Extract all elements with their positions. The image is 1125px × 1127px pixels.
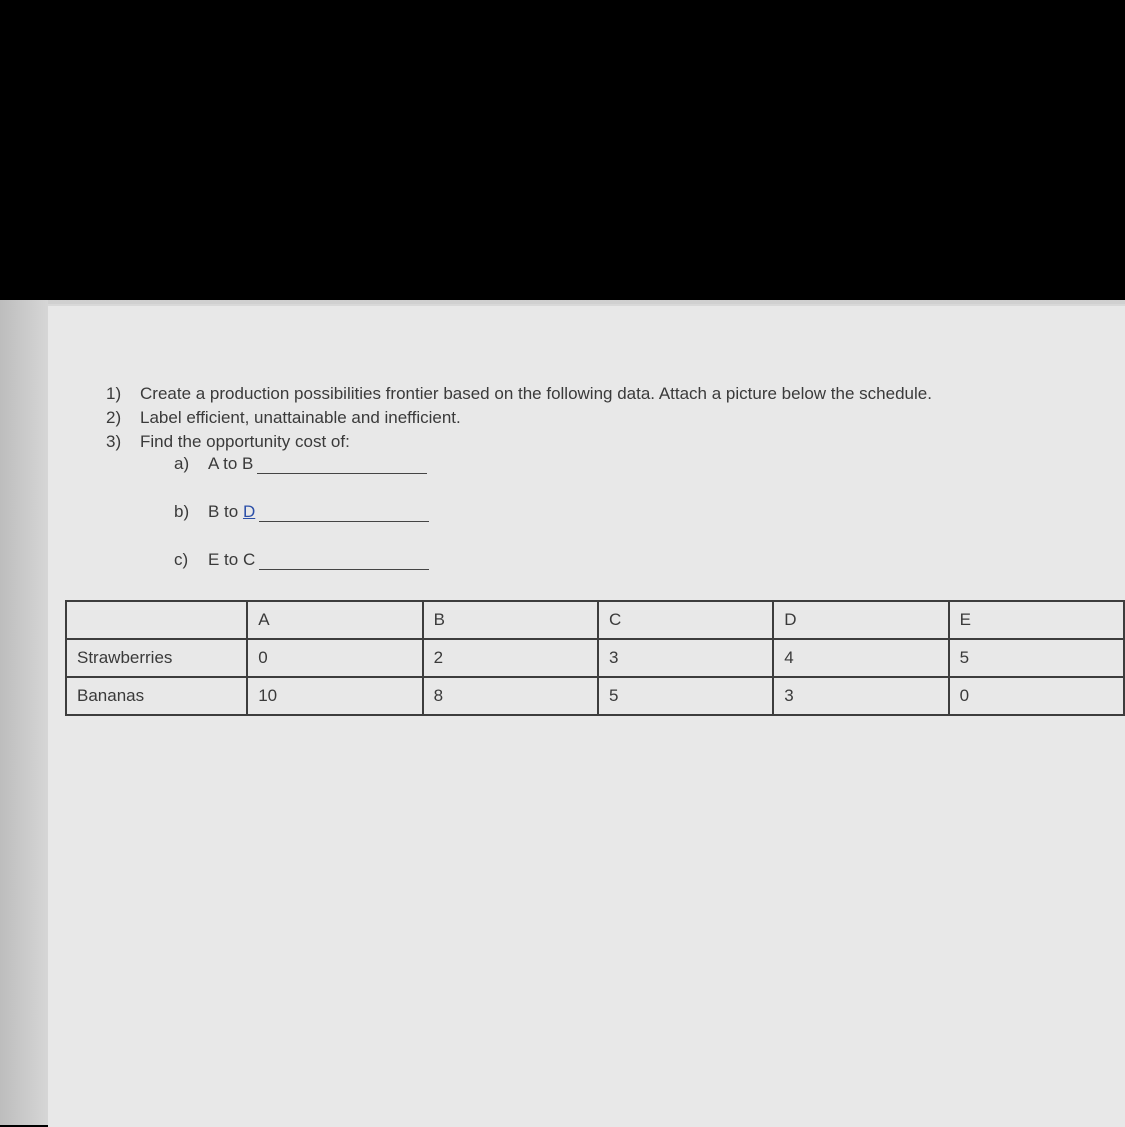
opportunity-cost-item-b <box>174 502 429 522</box>
instruction-number: 2) <box>106 408 122 427</box>
row-header: Strawberries <box>66 639 247 677</box>
answer-blank-c[interactable] <box>259 553 429 570</box>
table-row <box>66 639 1124 677</box>
instruction-text: Find the opportunity cost of: <box>140 432 350 451</box>
instructions-list <box>106 382 1116 454</box>
worksheet-document <box>48 304 1125 1127</box>
sub-item-text: A to B <box>208 454 254 473</box>
opportunity-cost-item-a <box>174 454 427 474</box>
sub-item-letter: b) <box>174 502 190 521</box>
answer-blank-a[interactable] <box>257 457 427 474</box>
table-header-row <box>66 601 1124 639</box>
instruction-number: 3) <box>106 432 122 451</box>
table-cell: 5 <box>598 677 773 715</box>
column-header: D <box>773 601 948 639</box>
dark-photo-background <box>0 0 1125 300</box>
table-cell: 5 <box>949 639 1124 677</box>
sub-item-letter: c) <box>174 550 189 569</box>
production-schedule-table <box>65 600 1125 716</box>
row-header: Bananas <box>66 677 247 715</box>
screen-left-margin <box>0 300 48 1125</box>
table-cell: 3 <box>598 639 773 677</box>
column-header: A <box>247 601 422 639</box>
table-cell: 0 <box>247 639 422 677</box>
instruction-item <box>106 430 1116 454</box>
instruction-item <box>106 406 1116 430</box>
column-header: B <box>423 601 598 639</box>
sub-item-text: B to <box>208 502 243 521</box>
column-header: E <box>949 601 1124 639</box>
instruction-text: Label efficient, unattainable and inefficient. <box>140 408 461 427</box>
table-cell: 8 <box>423 677 598 715</box>
instruction-item <box>106 382 1116 406</box>
table-cell: 2 <box>423 639 598 677</box>
instruction-number: 1) <box>106 384 122 403</box>
table-cell: 4 <box>773 639 948 677</box>
sub-item-letter: a) <box>174 454 190 473</box>
opportunity-cost-item-c <box>174 550 429 570</box>
table-cell: 0 <box>949 677 1124 715</box>
column-header: C <box>598 601 773 639</box>
table-corner-cell <box>66 601 247 639</box>
answer-blank-b[interactable] <box>259 505 429 522</box>
sub-item-text: E to C <box>208 550 256 569</box>
table-cell: 3 <box>773 677 948 715</box>
table-row <box>66 677 1124 715</box>
sub-item-link[interactable]: D <box>242 502 256 521</box>
instruction-text: Create a production possibilities frontier based on the following data. Attach a picture below the schedule. <box>140 384 932 403</box>
table-cell: 10 <box>247 677 422 715</box>
